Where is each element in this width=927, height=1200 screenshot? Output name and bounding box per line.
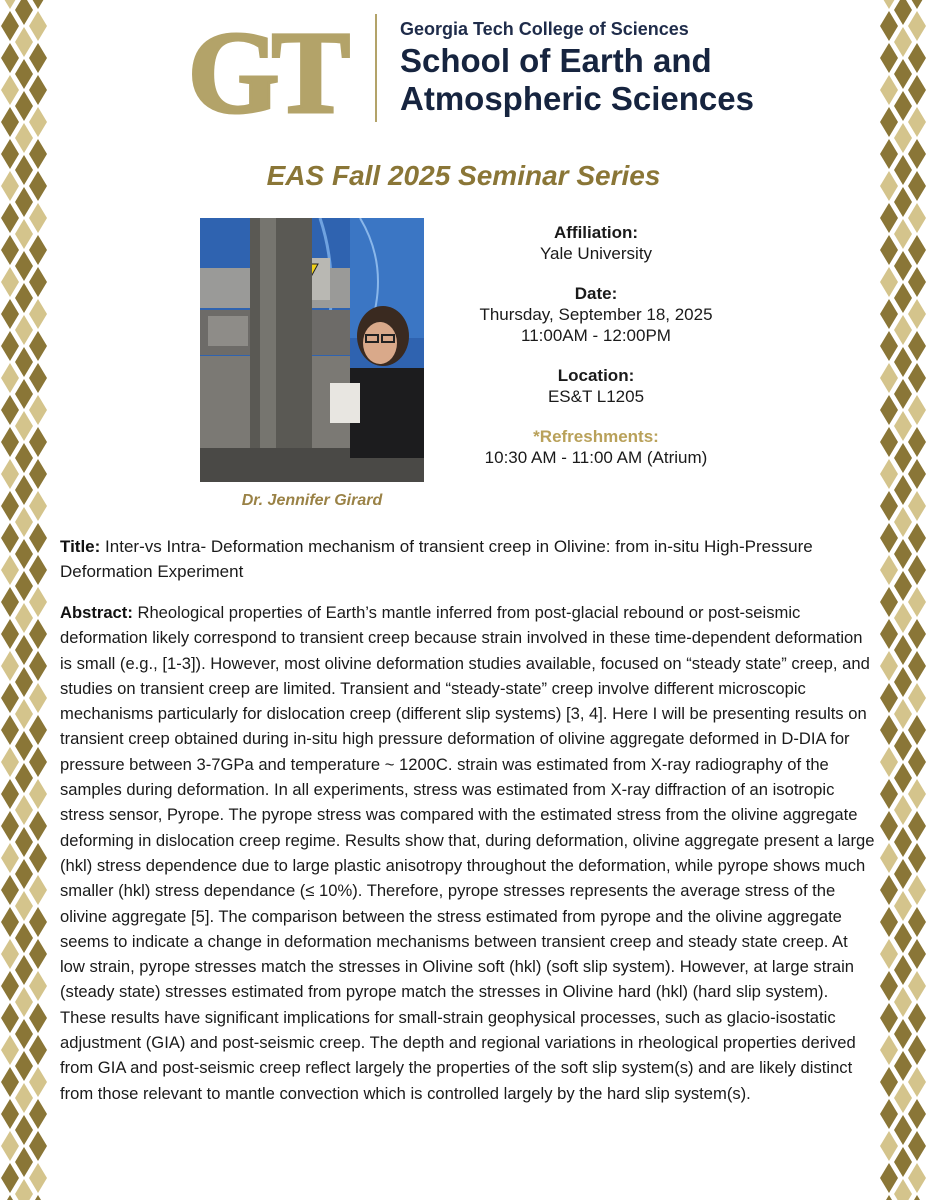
border-diamond <box>1 1035 19 1065</box>
border-diamond <box>894 923 912 953</box>
affiliation-group <box>456 222 736 264</box>
gt-logo <box>176 20 354 124</box>
border-diamond <box>880 299 898 329</box>
border-diamond <box>29 523 47 553</box>
border-diamond <box>908 363 926 393</box>
border-diamond <box>894 891 912 921</box>
border-diamond <box>15 795 33 825</box>
school-name-line1: School of Earth and <box>400 42 712 79</box>
border-diamond <box>15 859 33 889</box>
location-group <box>456 365 736 407</box>
border-diamond <box>894 795 912 825</box>
location-label: Location: <box>557 366 635 385</box>
border-diamond <box>1 11 19 41</box>
border-diamond <box>894 475 912 505</box>
border-diamond <box>15 315 33 345</box>
border-diamond <box>894 443 912 473</box>
school-name-line2: Atmospheric Sciences <box>400 80 754 117</box>
border-diamond <box>15 507 33 537</box>
border-diamond <box>1 491 19 521</box>
border-diamond <box>880 331 898 361</box>
border-diamond <box>1 523 19 553</box>
border-diamond <box>894 347 912 377</box>
border-diamond <box>880 683 898 713</box>
border-diamond <box>29 459 47 489</box>
border-diamond <box>894 219 912 249</box>
border-diamond <box>894 507 912 537</box>
border-diamond <box>29 395 47 425</box>
border-diamond <box>894 667 912 697</box>
border-diamond <box>908 875 926 905</box>
border-diamond <box>880 43 898 73</box>
border-diamond <box>908 299 926 329</box>
border-diamond <box>880 907 898 937</box>
border-diamond <box>908 1099 926 1129</box>
border-diamond <box>894 91 912 121</box>
date-group <box>456 283 736 346</box>
border-diamond <box>880 555 898 585</box>
border-diamond <box>15 27 33 57</box>
abstract-label: Abstract: <box>60 603 133 622</box>
border-diamond <box>29 875 47 905</box>
border-diamond <box>908 715 926 745</box>
border-diamond <box>15 1115 33 1145</box>
border-diamond <box>894 315 912 345</box>
border-diamond <box>15 123 33 153</box>
border-diamond <box>29 1067 47 1097</box>
border-diamond <box>908 107 926 137</box>
border-diamond <box>15 667 33 697</box>
border-diamond <box>894 539 912 569</box>
border-diamond <box>894 0 912 25</box>
border-diamond <box>908 395 926 425</box>
border-diamond <box>894 59 912 89</box>
border-diamond <box>1 747 19 777</box>
speaker-caption: Dr. Jennifer Girard <box>241 492 383 509</box>
border-diamond <box>1 1131 19 1161</box>
border-diamond <box>1 1099 19 1129</box>
border-diamond <box>908 747 926 777</box>
border-diamond <box>880 1067 898 1097</box>
border-diamond <box>1 811 19 841</box>
border-diamond <box>15 571 33 601</box>
border-diamond <box>880 1035 898 1065</box>
border-diamond <box>29 491 47 521</box>
border-diamond <box>15 635 33 665</box>
border-diamond <box>1 1003 19 1033</box>
border-diamond <box>894 123 912 153</box>
gt-logo-text: GT <box>187 20 343 124</box>
affiliation-label: Affiliation: <box>553 223 639 242</box>
border-diamond <box>894 731 912 761</box>
border-diamond <box>908 811 926 841</box>
border-diamond <box>894 635 912 665</box>
border-diamond <box>894 955 912 985</box>
border-diamond <box>880 107 898 137</box>
border-diamond <box>908 555 926 585</box>
border-diamond <box>29 843 47 873</box>
border-diamond <box>15 219 33 249</box>
border-diamond <box>880 427 898 457</box>
border-diamond <box>880 747 898 777</box>
border-diamond <box>1 107 19 137</box>
border-diamond <box>15 699 33 729</box>
border-diamond <box>880 1131 898 1161</box>
border-diamond <box>29 811 47 841</box>
border-diamond <box>1 363 19 393</box>
border-diamond <box>1 43 19 73</box>
border-diamond <box>29 1099 47 1129</box>
border-diamond <box>880 0 898 9</box>
border-diamond <box>908 939 926 969</box>
border-diamond <box>15 1083 33 1113</box>
border-diamond <box>1 971 19 1001</box>
border-diamond <box>29 331 47 361</box>
border-diamond <box>894 603 912 633</box>
border-diamond <box>29 683 47 713</box>
border-diamond <box>894 699 912 729</box>
border-diamond <box>880 491 898 521</box>
border-diamond <box>15 251 33 281</box>
border-diamond <box>29 267 47 297</box>
border-diamond <box>908 907 926 937</box>
border-diamond <box>1 299 19 329</box>
header-divider <box>375 14 377 122</box>
border-diamond <box>15 411 33 441</box>
border-diamond <box>894 27 912 57</box>
border-diamond <box>908 0 926 9</box>
border-diamond <box>29 939 47 969</box>
border-diamond <box>908 587 926 617</box>
border-diamond <box>880 523 898 553</box>
series-title: EAS Fall 2025 Seminar Series <box>266 160 661 191</box>
border-diamond <box>15 827 33 857</box>
border-diamond <box>29 1035 47 1065</box>
border-diamond <box>894 1179 912 1200</box>
border-diamond <box>880 587 898 617</box>
border-diamond <box>880 779 898 809</box>
border-diamond <box>880 971 898 1001</box>
border-diamond <box>1 267 19 297</box>
border-diamond <box>908 1035 926 1065</box>
border-diamond <box>29 299 47 329</box>
border-diamond <box>29 971 47 1001</box>
border-diamond <box>880 11 898 41</box>
border-diamond <box>29 363 47 393</box>
border-diamond <box>908 43 926 73</box>
border-diamond <box>15 475 33 505</box>
border-diamond <box>880 875 898 905</box>
border-diamond <box>29 1163 47 1193</box>
border-diamond <box>29 203 47 233</box>
border-diamond <box>894 859 912 889</box>
border-diamond <box>880 651 898 681</box>
border-diamond <box>29 75 47 105</box>
border-diamond <box>894 283 912 313</box>
border-diamond <box>880 843 898 873</box>
border-diamond <box>880 1003 898 1033</box>
talk-title-label: Title: <box>60 537 101 556</box>
border-diamond <box>15 987 33 1017</box>
talk-title <box>60 534 875 584</box>
event-details <box>456 222 736 487</box>
border-diamond <box>15 539 33 569</box>
border-diamond <box>908 1003 926 1033</box>
border-diamond <box>1 907 19 937</box>
school-name <box>400 42 754 118</box>
border-diamond <box>908 683 926 713</box>
border-diamond <box>880 1163 898 1193</box>
border-diamond <box>1 1067 19 1097</box>
border-diamond <box>880 363 898 393</box>
border-diamond <box>29 43 47 73</box>
time-value: 11:00AM - 12:00PM <box>521 326 671 345</box>
date-value: Thursday, September 18, 2025 <box>479 305 713 324</box>
border-diamond <box>1 875 19 905</box>
border-diamond <box>908 235 926 265</box>
border-diamond <box>15 347 33 377</box>
border-diamond <box>29 747 47 777</box>
border-diamond <box>880 267 898 297</box>
border-diamond <box>908 779 926 809</box>
border-diamond <box>908 971 926 1001</box>
border-diamond <box>15 1019 33 1049</box>
border-diamond <box>1 1163 19 1193</box>
border-diamond <box>894 1115 912 1145</box>
border-diamond <box>29 907 47 937</box>
border-diamond <box>1 75 19 105</box>
border-diamond <box>15 1179 33 1200</box>
border-diamond <box>1 0 19 9</box>
border-diamond <box>1 555 19 585</box>
speaker-photo <box>200 218 424 482</box>
border-diamond <box>1 843 19 873</box>
border-diamond <box>29 1003 47 1033</box>
border-diamond <box>29 651 47 681</box>
border-diamond <box>1 331 19 361</box>
border-diamond <box>908 267 926 297</box>
border-diamond <box>908 1131 926 1161</box>
border-diamond <box>880 811 898 841</box>
border-diamond <box>908 619 926 649</box>
border-diamond <box>15 1147 33 1177</box>
border-diamond <box>880 203 898 233</box>
border-diamond <box>894 379 912 409</box>
border-diamond <box>894 1147 912 1177</box>
border-diamond <box>1 683 19 713</box>
border-diamond <box>908 331 926 361</box>
border-diamond <box>15 379 33 409</box>
border-diamond <box>29 0 47 9</box>
border-diamond <box>1 651 19 681</box>
border-diamond <box>908 427 926 457</box>
border-diamond <box>15 443 33 473</box>
border-diamond <box>880 395 898 425</box>
border-diamond <box>29 427 47 457</box>
border-diamond <box>894 411 912 441</box>
border-diamond <box>908 651 926 681</box>
border-diamond <box>880 1099 898 1129</box>
border-diamond <box>894 251 912 281</box>
border-diamond <box>908 11 926 41</box>
border-diamond <box>1 459 19 489</box>
border-diamond <box>29 587 47 617</box>
refreshments-group <box>456 426 736 468</box>
talk-title-text: Inter-vs Intra- Deformation mechanism of transient creep in Olivine: from in-situ High-Pressure Deformation Experiment <box>60 537 813 581</box>
border-diamond <box>1 939 19 969</box>
border-diamond <box>15 283 33 313</box>
border-diamond <box>15 603 33 633</box>
border-diamond <box>894 1083 912 1113</box>
refreshments-value: 10:30 AM - 11:00 AM (Atrium) <box>484 448 708 467</box>
border-diamond <box>29 107 47 137</box>
border-diamond <box>1 395 19 425</box>
border-diamond <box>880 75 898 105</box>
border-diamond <box>15 59 33 89</box>
border-diamond <box>1 203 19 233</box>
border-diamond <box>894 571 912 601</box>
border-diamond <box>880 619 898 649</box>
border-diamond <box>15 0 33 25</box>
border-diamond <box>908 1067 926 1097</box>
border-diamond <box>29 715 47 745</box>
border-diamond <box>908 523 926 553</box>
date-label: Date: <box>574 284 618 303</box>
border-diamond <box>1 715 19 745</box>
border-diamond <box>1 427 19 457</box>
border-diamond <box>29 235 47 265</box>
border-diamond <box>894 987 912 1017</box>
border-diamond <box>15 731 33 761</box>
border-diamond <box>29 1131 47 1161</box>
border-diamond <box>1 235 19 265</box>
border-diamond <box>29 11 47 41</box>
border-diamond <box>1 779 19 809</box>
border-diamond <box>894 827 912 857</box>
location-value: ES&T L1205 <box>547 387 645 406</box>
college-name: Georgia Tech College of Sciences <box>400 19 689 39</box>
border-diamond <box>1 587 19 617</box>
border-diamond <box>15 891 33 921</box>
border-diamond <box>29 619 47 649</box>
border-diamond <box>29 555 47 585</box>
abstract-text: Rheological properties of Earth’s mantle inferred from post-glacial rebound or post-seismic deformation likely correspond to transient creep because strain involved in these time-dependent deformation is small (e.g., [1-3]). However, most olivine deformation studies available, focused on “steady state” creep, and studies on transient creep are limited. Transient and “steady-state” creep involve different microscopic mechanisms particularly for dislocation creep (different slip systems) [3, 4]. Here I will be presenting results on transient creep obtained during in-situ high pressure deformation of olivine aggregate deformed in D-DIA for pressure between 3-7GPa and temperature ~ 1200C. strain was estimated from X-ray radiography of the samples during deformation. In all experiments, stress was estimated from X-ray diffraction of an isotropic stress sensor, Pyrope. The pyrope stress was compared with the estimated stress from the olivine aggregate deforming in dislocation creep regime. Results show that, during deformation, olivine aggregate present a large (hkl) stress dependence due to large plastic anisotropy throughout the deformation, while pyrope shows much smaller (hkl) stress dependance (≤ 10%). Therefore, pyrope stresses represents the average stress of the olivine aggregate [5]. The comparison between the stress estimated from pyrope and the olivine aggregate seems to indicate a change in deformation mechanisms between transient creep and steady state creep. At low strain, pyrope stresses match the stresses in Olivine soft (hkl) (soft slip system). However, at large strain (steady state) stresses estimated from pyrope match the stresses in Olivine hard (hkl) (hard slip system). These results have significant implications for small-strain geophysical processes, such as glacio-isostatic adjustment (GIA) and post-seismic creep. The depth and regional variations in rheological properties derived from GIA and post-seismic creep reflect largely the properties of the soft slip system(s) and are likely distinct from those relevant to mantle convection which is controlled largely by the hard slip system(s). <box>60 603 875 1103</box>
border-diamond <box>880 715 898 745</box>
border-diamond <box>15 1051 33 1081</box>
border-diamond <box>908 491 926 521</box>
affiliation-value: Yale University <box>539 244 653 263</box>
border-diamond <box>15 91 33 121</box>
refreshments-label: *Refreshments: <box>533 427 659 446</box>
border-diamond <box>29 779 47 809</box>
border-diamond <box>908 75 926 105</box>
border-diamond <box>908 843 926 873</box>
border-diamond <box>894 763 912 793</box>
talk-abstract <box>60 600 875 1106</box>
border-diamond <box>1 619 19 649</box>
border-diamond <box>15 955 33 985</box>
border-diamond <box>894 1019 912 1049</box>
border-diamond <box>880 459 898 489</box>
border-diamond <box>908 203 926 233</box>
border-diamond <box>908 1163 926 1193</box>
border-diamond <box>15 763 33 793</box>
border-diamond <box>894 1051 912 1081</box>
border-diamond <box>908 459 926 489</box>
border-diamond <box>880 235 898 265</box>
border-diamond <box>15 923 33 953</box>
border-diamond <box>880 939 898 969</box>
